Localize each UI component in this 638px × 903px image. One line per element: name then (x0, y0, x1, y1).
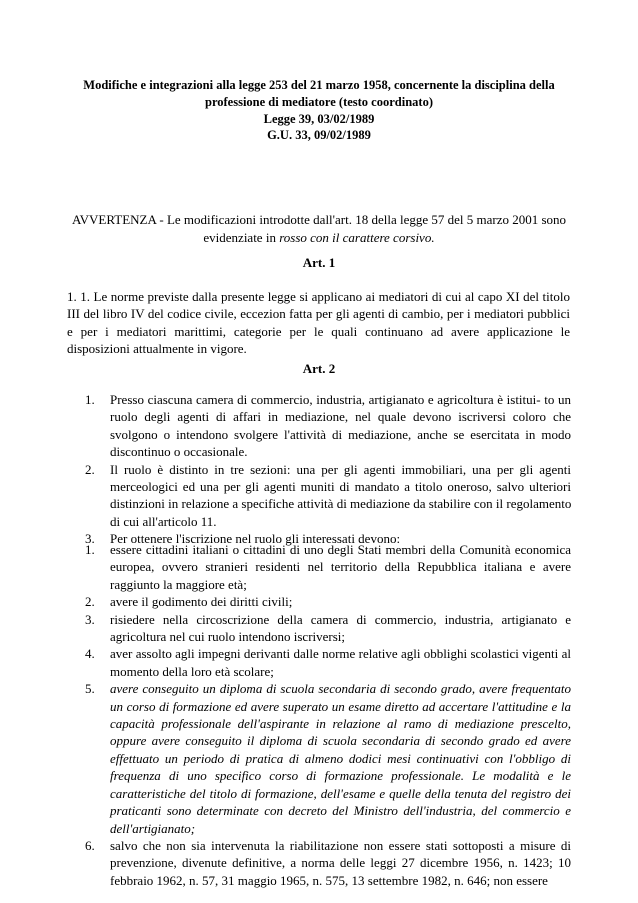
list-item (85, 680, 571, 837)
list-item-line: aver assolto agli impegni derivanti dalle norme relative agli obblighi scolastici vigenti al (110, 646, 571, 662)
list-item-line: raggiunto la maggiore età; (110, 576, 247, 592)
list-item-line: di cui all'articolo 11. (110, 513, 217, 529)
list-item-line: prevenzione, divenute definitive, a norma delle leggi 27 dicembre 1956, n. 1423; 10 (110, 855, 571, 871)
list-item-number: 1. (85, 542, 95, 557)
article-2-list-1 (85, 391, 571, 548)
list-item-number: 3. (85, 611, 95, 627)
list-item-line: un corso di formazione ed avere superato un esame diretto ad accertare l'attitudine e la (110, 698, 571, 714)
header-law-reference: Legge 39, 03/02/1989 (263, 111, 375, 126)
notice-emphasis: rosso con il carattere corsivo. (279, 229, 435, 245)
article-1-line: 1. 1. Le norme previste dalla presente legge si applicano ai mediatori di cui al capo XI del titolo (67, 289, 570, 304)
list-item (85, 837, 571, 889)
article-1-body (67, 288, 570, 358)
list-item-line: oppure avere conseguito il diploma di scuola secondaria di secondo grado ed avere (110, 733, 571, 749)
article-1-line: III del libro IV del codice civile, eccezion fatta per gli agenti di cambio, per i mediatori pubblici (67, 306, 570, 322)
list-item-number: 2. (85, 594, 95, 610)
notice-prefix: evidenziate in (203, 229, 280, 245)
list-item-number: 4. (85, 646, 95, 662)
header-title-line-1: Modifiche e integrazioni alla legge 253 del 21 marzo 1958, concernente la disciplina della (83, 78, 555, 92)
list-item-line: avere conseguito un diploma di scuola secondaria di secondo grado, avere frequentato (110, 681, 571, 697)
article-1-line: disposizioni attualmente in vigore. (67, 341, 247, 357)
list-item-line: caratteristiche del titolo di formazione, dell'esame e quelle della tenuta del registro dei (110, 785, 571, 801)
list-item-line: capacità professionale dell'aspirante in relazione al ramo di mediazione prescelto, (110, 716, 571, 732)
list-item-line: ruolo degli agenti di affari in mediazione, nel quale devono iscriversi coloro che (110, 409, 571, 425)
list-item-line: avere il godimento dei diritti civili; (110, 594, 293, 610)
list-item-line: europea, ovvero stranieri residenti nel territorio della Repubblica italiana e avere (110, 559, 571, 575)
list-item-line: dell'artigianato; (110, 820, 196, 836)
list-item-line: svolgono o intendono svolgere l'attività di mediazione, anche se esercitata in modo (110, 426, 571, 442)
document-header (64, 77, 574, 144)
list-item (85, 645, 571, 680)
list-item-line: risiedere nella circoscrizione della camera di commercio, industria, artigianato e (110, 611, 571, 627)
list-item-line: praticanti sono determinate con decreto del Ministro dell'industria, del commercio e (110, 803, 571, 819)
list-item-line: effettuato un periodo di pratica di almeno dodici mesi continuativi con l'obbligo di (110, 750, 571, 766)
header-gazette-reference: G.U. 33, 09/02/1989 (267, 128, 371, 143)
article-2-title: Art. 2 (302, 361, 336, 376)
list-item-line: merceologici ed una per gli agenti muniti di mandato a titolo oneroso, salvo ulteriori (110, 479, 571, 495)
list-item-number: 3. (85, 531, 95, 547)
article-1-line: e per i mediatori marittimi, categorie per le quali continuano ad avere applicazione le (67, 323, 570, 339)
list-item-number: 1. (85, 392, 95, 407)
list-item-line: Il ruolo è distinto in tre sezioni: una per gli agenti immobiliari, una per gli agenti (110, 461, 571, 477)
list-item-line: frequenza di uno specifico corso di formazione professionale. Le modalità e le (110, 768, 571, 784)
list-item (85, 461, 571, 531)
list-item-line: essere cittadini italiani o cittadini di uno degli Stati membri della Comunità economica (110, 542, 571, 557)
list-item-line: discontinuo o occasionale. (110, 444, 248, 460)
list-item-line: salvo che non sia intervenuta la riabilitazione non essere stati sottoposti a misure di (110, 837, 571, 853)
list-item-line: momento della loro età scolare; (110, 663, 274, 679)
list-item-line: agricoltura nel cui ruolo intendono iscriversi; (110, 629, 346, 645)
list-item-number: 6. (85, 837, 95, 853)
list-item-line: febbraio 1962, n. 57, 31 maggio 1965, n. 575, 13 settembre 1982, n. 646; non essere (110, 872, 548, 888)
list-item (85, 541, 571, 593)
list-item (85, 611, 571, 646)
list-item (85, 391, 571, 461)
notice-line-1: AVVERTENZA - Le modificazioni introdotte dall'art. 18 della legge 57 del 5 marzo 2001 sono (71, 212, 567, 227)
list-item-number: 5. (85, 681, 95, 697)
header-title-line-2: professione di mediatore (testo coordinato) (205, 94, 433, 109)
list-item (85, 593, 571, 610)
list-item-line: distinzioni in relazione a specifiche attività di mediazione da stabilire con il regolamento (110, 496, 572, 512)
list-item-number: 2. (85, 461, 95, 477)
article-2-list-2 (85, 541, 571, 889)
notice-block (62, 211, 576, 246)
list-item-line: Presso ciascuna camera di commercio, industria, artigianato e agricoltura è istitui- to un (110, 392, 571, 407)
list-item-line: Per ottenere l'iscrizione nel ruolo gli interessati devono: (110, 531, 401, 547)
article-1-title: Art. 1 (302, 255, 336, 270)
notice-line-2 (62, 229, 576, 247)
